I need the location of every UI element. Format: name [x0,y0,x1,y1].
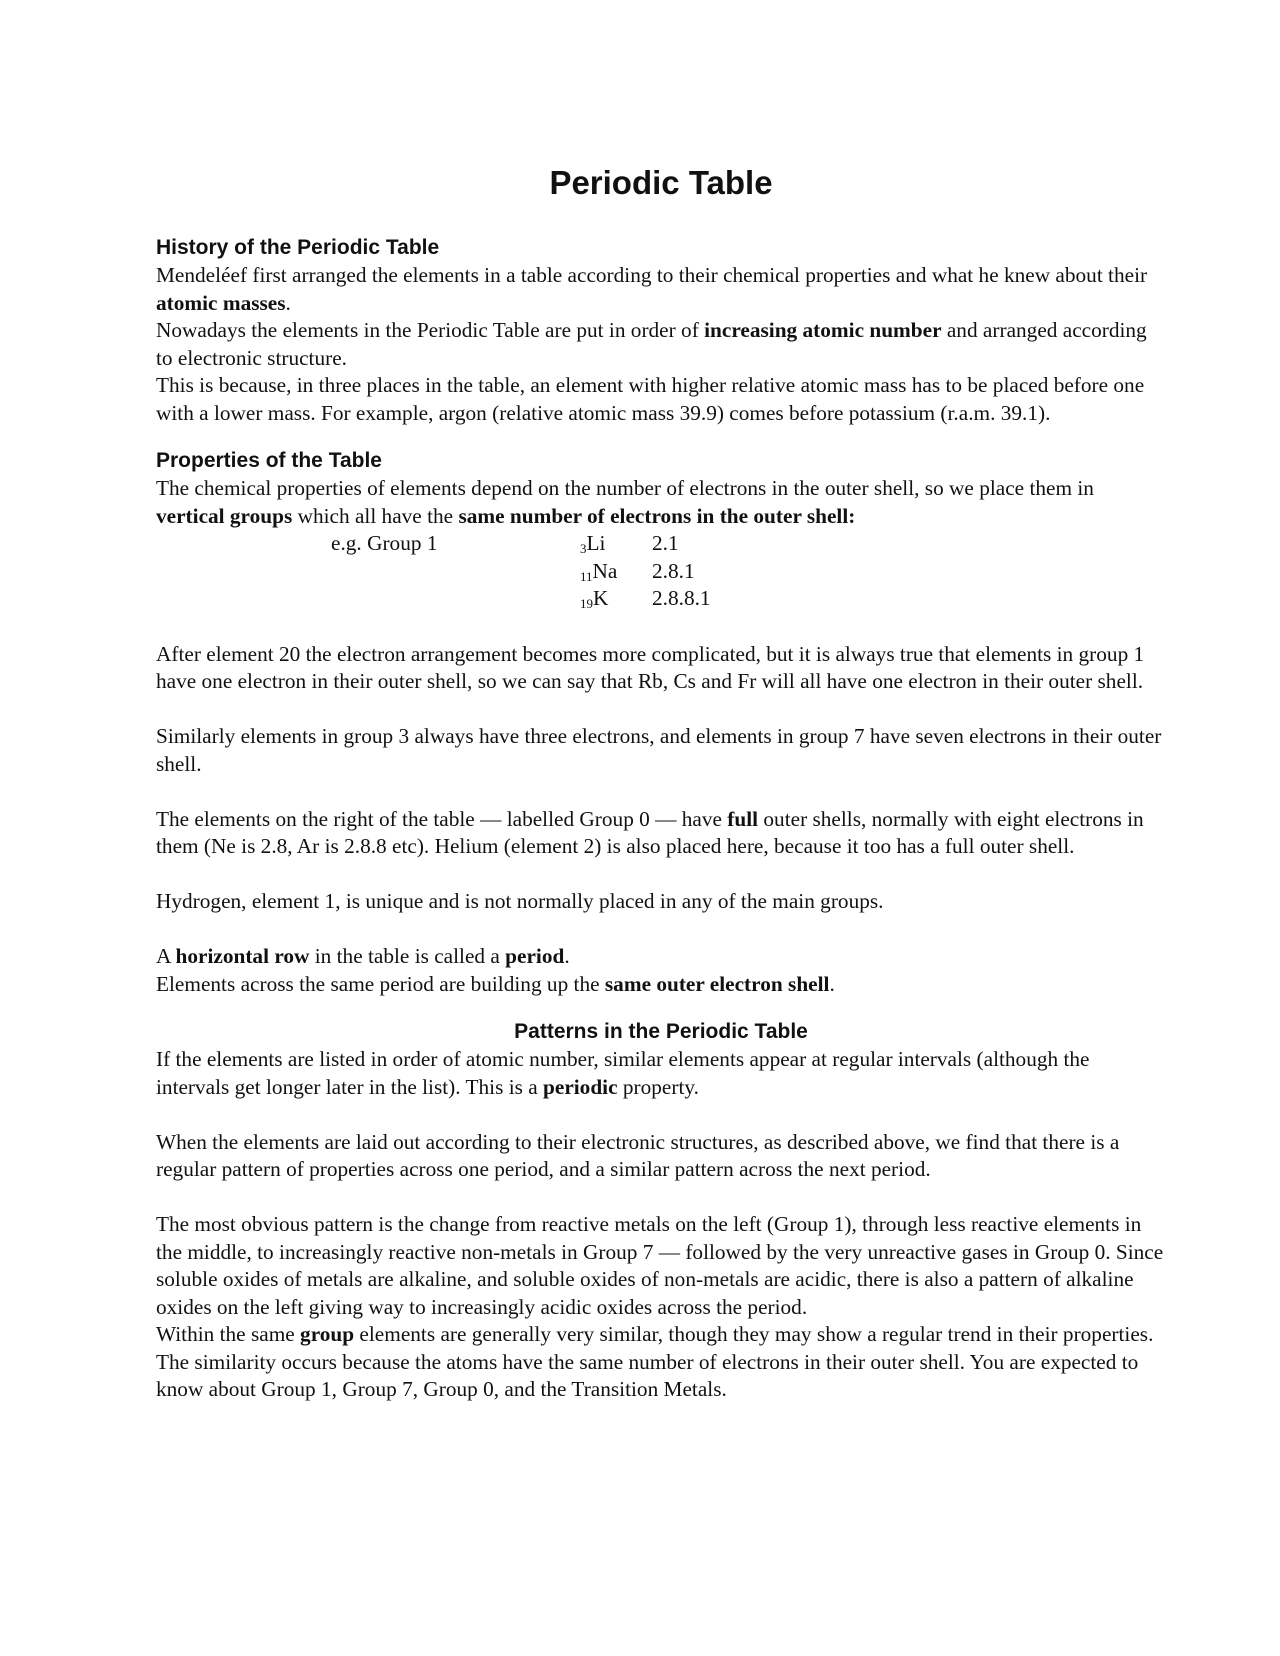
spacer [156,1101,1166,1129]
properties-paragraph-4 [156,806,1166,861]
text-run: which all have the [292,503,459,528]
electron-config: 2.8.1 [652,558,695,583]
bold-term: atomic masses [156,290,286,315]
text-run: Within the same [156,1322,301,1346]
properties-paragraph-5: Hydrogen, element 1, is unique and is not normally placed in any of the main groups. [156,889,884,913]
text-run: elements are generally very similar, though they may show a regular trend in their properties. The similarity occurs because the atoms have the same number of electrons in their outer shell. You are expected to know about Group 1, Group 7, Group 0, and the Transition Metals. [156,1322,1154,1401]
symbol-text: Li [586,531,606,555]
patterns-paragraph-1 [156,1046,1166,1101]
properties-paragraph-2: After element 20 the electron arrangement becomes more complicated, but it is always true that elements in group 1 have one electron in their outer shell, so we can say that Rb, Cs and Fr will all have one electron in their outer shell. [156,641,1145,693]
example-label: e.g. Group 1 [331,531,438,555]
text-run: If the elements are listed in order of atomic number, similar elements appear at regular intervals (although the intervals get longer later in the list). This is a [156,1047,1090,1099]
text-run: in the table is called a [309,944,506,968]
patterns-heading: Patterns in the Periodic Table [514,1020,808,1043]
history-paragraph-1 [156,262,1166,317]
patterns-paragraph-2: When the elements are laid out according to their electronic structures, as described above, we find that there is a regular pattern of properties across one period, and a similar pattern across the next period. [156,1129,1120,1181]
spacer [156,861,1166,889]
spacer [156,778,1166,806]
symbol-text: Na [592,558,618,583]
bold-term: group [300,1322,355,1346]
properties-paragraph-1 [156,475,1166,530]
atomic-number: 3 [580,541,587,556]
text-run: Nowadays the elements in the Periodic Table are put in order of [156,318,705,342]
properties-paragraph-7 [156,971,1166,999]
properties-paragraph-6 [156,943,1166,971]
element-symbol [580,585,652,618]
history-heading: History of the Periodic Table [156,236,440,259]
bold-term: increasing atomic number [704,318,942,342]
bold-term: period [505,944,565,968]
page-title: Periodic Table [549,164,773,201]
properties-paragraph-3: Similarly elements in group 3 always have three electrons, and elements in group 7 have seven electrons in their outer shell. [156,724,1162,776]
text-run: Mendeléef first arranged the elements in a table according to their chemical properties and what he knew about their [156,263,1148,287]
spacer [156,1184,1166,1212]
spacer [156,916,1166,944]
text-run: and arranged according to electronic structure. [156,318,1147,370]
example-row [580,585,711,618]
text-run: A [156,944,176,968]
electron-config: 2.1 [652,531,679,555]
bold-term: same outer electron shell [604,971,830,996]
patterns-paragraph-3: The most obvious pattern is the change from reactive metals on the left (Group 1), through less reactive elements in the middle, to increasingly reactive non-metals in Group 7 — followed by the very unreactive gases in Group 0. Since soluble oxides of metals are alkaline, and soluble oxides of non-metals are acidic, there is also a pattern of alkaline oxides on the left giving way to increasingly acidic oxides across the period. [156,1212,1164,1319]
text-run: The elements on the right of the table — labelled Group 0 — have [156,806,728,831]
text-run: property. [617,1074,699,1099]
electron-config: 2.8.8.1 [652,586,711,610]
atomic-number: 11 [580,568,593,584]
spacer [156,696,1166,724]
history-paragraph-3: This is because, in three places in the table, an element with higher relative atomic mass has to be placed before one with a lower mass. For example, argon (relative atomic mass 39.9) comes before potassium (r.a.m. 39.1). [156,373,1145,425]
text-run: . [285,290,291,315]
bold-term: full [727,806,759,831]
atomic-number: 19 [580,596,593,611]
history-paragraph-2 [156,317,1166,372]
bold-term: periodic [543,1074,618,1099]
bold-term: vertical groups [156,503,293,528]
group-1-example [156,530,1166,613]
text-run: Elements across the same period are building up the [156,971,605,996]
spacer [156,998,1166,1018]
patterns-paragraph-4 [156,1321,1166,1404]
spacer [156,427,1166,447]
text-run: outer shells, normally with eight electrons in them (Ne is 2.8, Ar is 2.8.8 etc). Helium (element 2) is also placed here, because it too has a full outer shell. [156,806,1144,858]
properties-heading: Properties of the Table [156,449,382,472]
bold-term: horizontal row [175,944,310,968]
text-run: The chemical properties of elements depend on the number of electrons in the outer shell, so we place them in [156,476,1094,500]
text-run: . [829,971,835,996]
symbol-text: K [593,586,609,610]
bold-term: same number of electrons in the outer shell: [458,503,856,528]
text-run: . [564,944,570,968]
document-page [156,158,1166,1404]
